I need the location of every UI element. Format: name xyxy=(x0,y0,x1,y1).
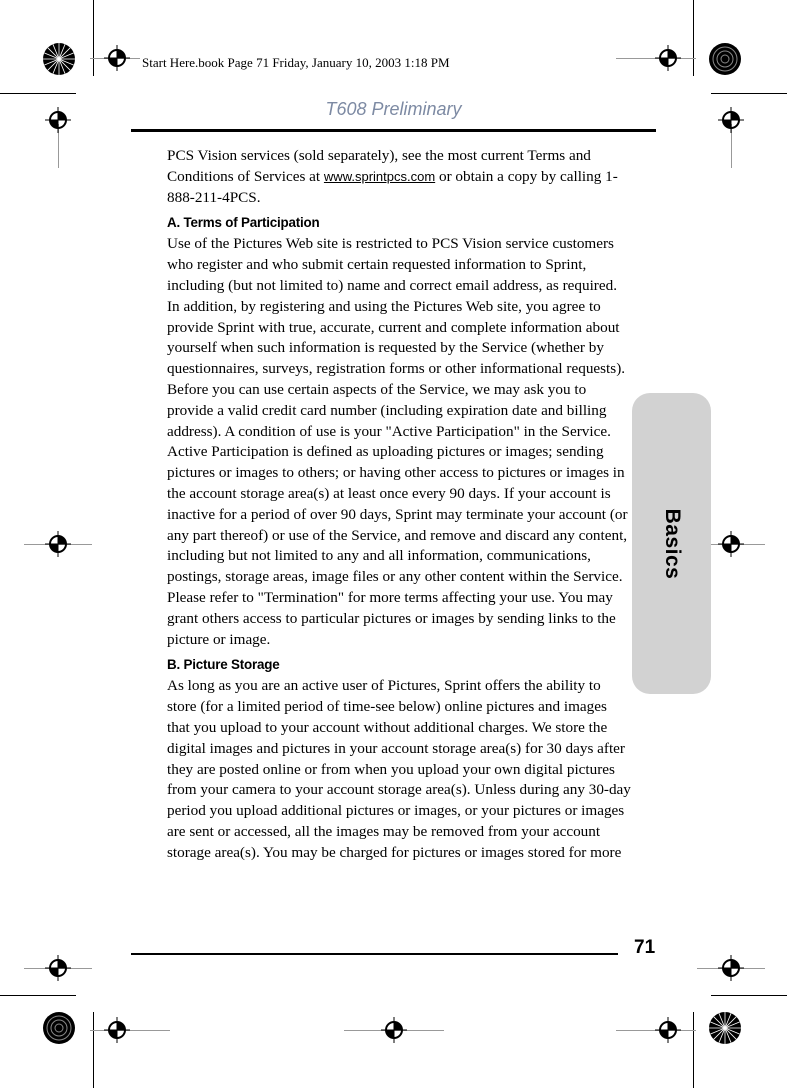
intro-text-end: or obtain a copy by calling 1-888-211-4PCS. xyxy=(167,167,618,206)
crop-mark xyxy=(693,0,694,76)
print-slug: Start Here.book Page 71 Friday, January 10, 2003 1:18 PM xyxy=(142,55,450,70)
crop-mark xyxy=(711,995,787,996)
sprint-website-link[interactable]: www.sprintpcs.com xyxy=(323,168,436,184)
rosette-mark-icon xyxy=(708,42,742,76)
section-tab-label: Basics xyxy=(660,508,684,579)
preliminary-header: T608 Preliminary xyxy=(325,99,462,119)
crop-mark xyxy=(0,93,76,94)
section-a-heading: A. Terms of Participation xyxy=(167,215,320,231)
intro-paragraph xyxy=(167,146,633,208)
rosette-mark-icon xyxy=(42,1011,76,1045)
registration-target-icon xyxy=(45,955,71,981)
footer-rule xyxy=(131,953,618,955)
registration-target-icon xyxy=(104,1017,130,1043)
center-mark xyxy=(90,1030,170,1031)
crop-mark xyxy=(0,995,76,996)
crop-mark xyxy=(711,93,787,94)
registration-target-icon xyxy=(655,45,681,71)
registration-target-icon xyxy=(381,1017,407,1043)
page-number: 71 xyxy=(634,937,656,958)
starburst-mark-icon xyxy=(42,42,76,76)
crop-mark xyxy=(93,1012,94,1088)
registration-target-icon xyxy=(718,955,744,981)
section-tab-label-wrap xyxy=(632,393,711,694)
registration-target-icon xyxy=(718,531,744,557)
header-rule xyxy=(131,129,656,132)
section-b-paragraph: As long as you are an active user of Pictures, Sprint offers the ability to store (for a limited period of time-see below) online pictures and images that you upload to your account without additional charges. We store the digital images and pictures in your account storage area(s) for 30 days after they are posted online or from when you upload your own digital pictures from your camera to your account storage area(s). Unless during any 30-day period you upload additional pictures or images, or your pictures or images are sent or accessed, all the images may be removed from your account storage area(s). You may be charged for pictures or images stored for more xyxy=(167,677,631,861)
registration-target-icon xyxy=(45,531,71,557)
registration-target-icon xyxy=(655,1017,681,1043)
crop-mark xyxy=(693,1012,694,1088)
intro-text: PCS Vision services (sold separately), see the most current Terms and Conditions of Services at xyxy=(167,147,591,185)
main-content xyxy=(167,146,633,864)
crop-mark xyxy=(93,0,94,76)
registration-target-icon xyxy=(104,45,130,71)
section-a-paragraph: Use of the Pictures Web site is restricted to PCS Vision service customers who register and who submit certain requested information to Sprint, including (but not limited to) name and correct email address, as required. In addition, by registering and using the Pictures Web site, you agree to provide Sprint with true, accurate, current and complete information about yourself when such information is requested by the Service (whether by questionnaires, surveys, registration forms or other informational requests). Before you can use certain aspects of the Service, we may ask you to provide a valid credit card number (including expiration date and billing address). A condition of use is your "Active Participation" in the Service. Active Participation is defined as uploading pictures or images; sending pictures or images to others; or having other access to pictures or images in the account storage area(s) at least once every 90 days. If your account is inactive for a period of over 90 days, Sprint may terminate your account (or any part thereof) or use of the Service, and remove and discard any content, including but not limited to any and all information, communications, postings, storage areas, image files or any other content within the Service. Please refer to "Termination" for more terms affecting your use. You may grant others access to particular pictures or images by sending links to the picture or image. xyxy=(167,235,628,648)
starburst-mark-icon xyxy=(708,1011,742,1045)
section-b-heading: B. Picture Storage xyxy=(167,657,280,673)
